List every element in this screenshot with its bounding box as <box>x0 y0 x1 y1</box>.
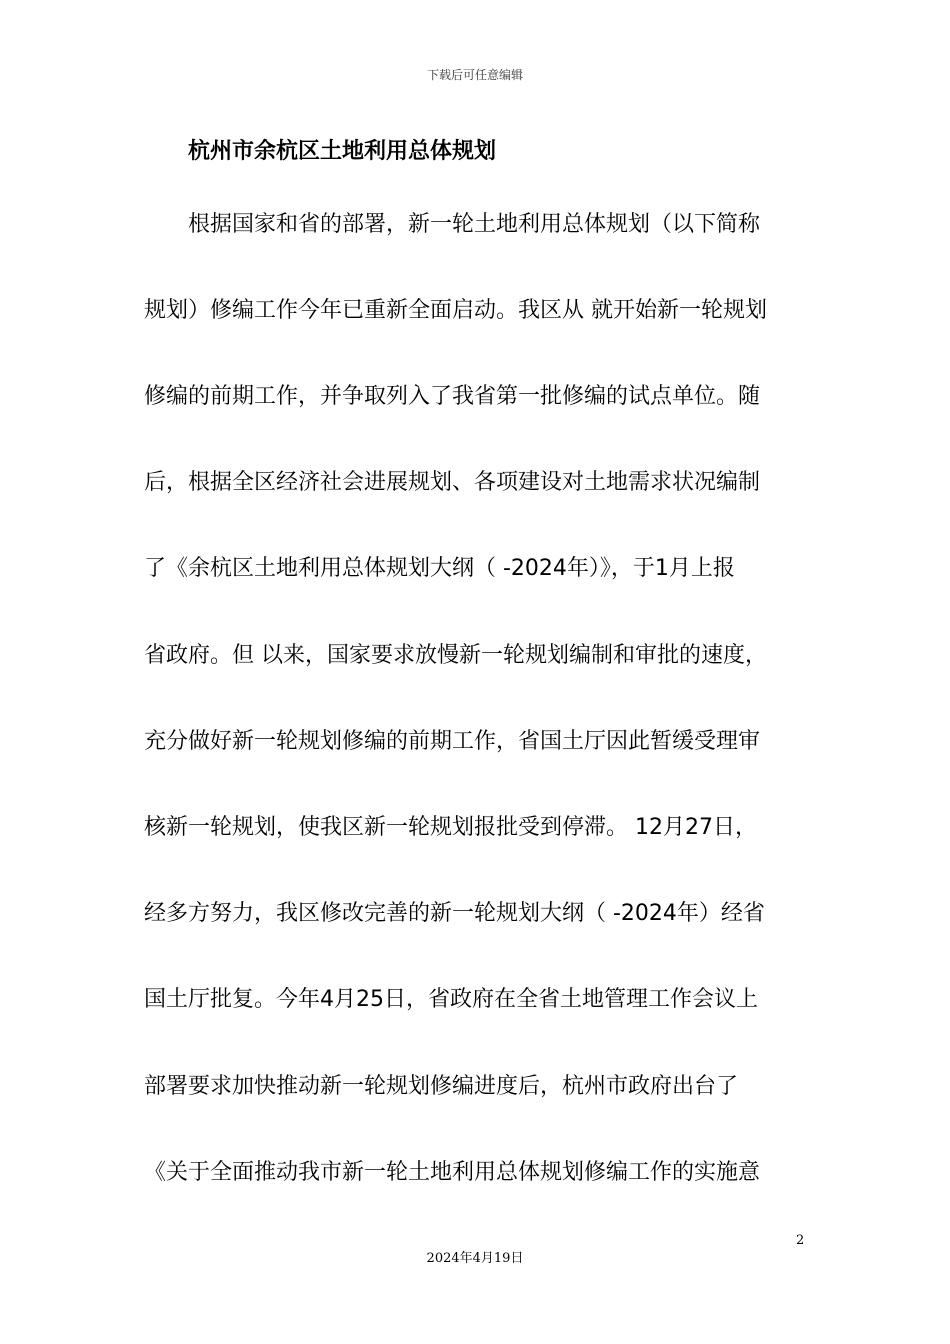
body-line: 了《余杭区土地利用总体规划大纲（ -2024年）》，于1月上报 <box>144 556 735 581</box>
body-line: 规划）修编工作今年已重新全面启动。我区从 就开始新一轮规划 <box>144 298 767 323</box>
body-line: 修编的前期工作，并争取列入了我省第一批修编的试点单位。随 <box>144 384 761 409</box>
header-note: 下载后可任意编辑 <box>426 68 523 82</box>
body-line: 后，根据全区经济社会进展规划、各项建设对土地需求状况编制 <box>144 470 761 495</box>
body-line: 部署要求加快推动新一轮规划修编进度后，杭州市政府出台了 <box>144 1074 739 1099</box>
body-line: 经多方努力，我区修改完善的新一轮规划大纲（ -2024年）经省 <box>144 901 765 926</box>
body-line: 《关于全面推动我市新一轮土地利用总体规划修编工作的实施意 <box>144 1160 761 1185</box>
footer-date: 2024年4月19日 <box>426 1251 524 1266</box>
body-line: 省政府。但 以来，国家要求放慢新一轮规划编制和审批的速度， <box>144 643 767 668</box>
document-title: 杭州市余杭区土地利用总体规划 <box>188 139 497 164</box>
page-number: 2 <box>796 1233 805 1248</box>
body-line: 国土厅批复。今年4月25日，省政府在全省土地管理工作会议上 <box>144 987 758 1012</box>
body-line: 核新一轮规划，使我区新一轮规划报批受到停滞。 12月27日， <box>144 815 757 840</box>
body-line: 根据国家和省的部署，新一轮土地利用总体规划（以下简称 <box>144 212 761 237</box>
body-line: 充分做好新一轮规划修编的前期工作，省国土厅因此暂缓受理审 <box>144 729 761 754</box>
